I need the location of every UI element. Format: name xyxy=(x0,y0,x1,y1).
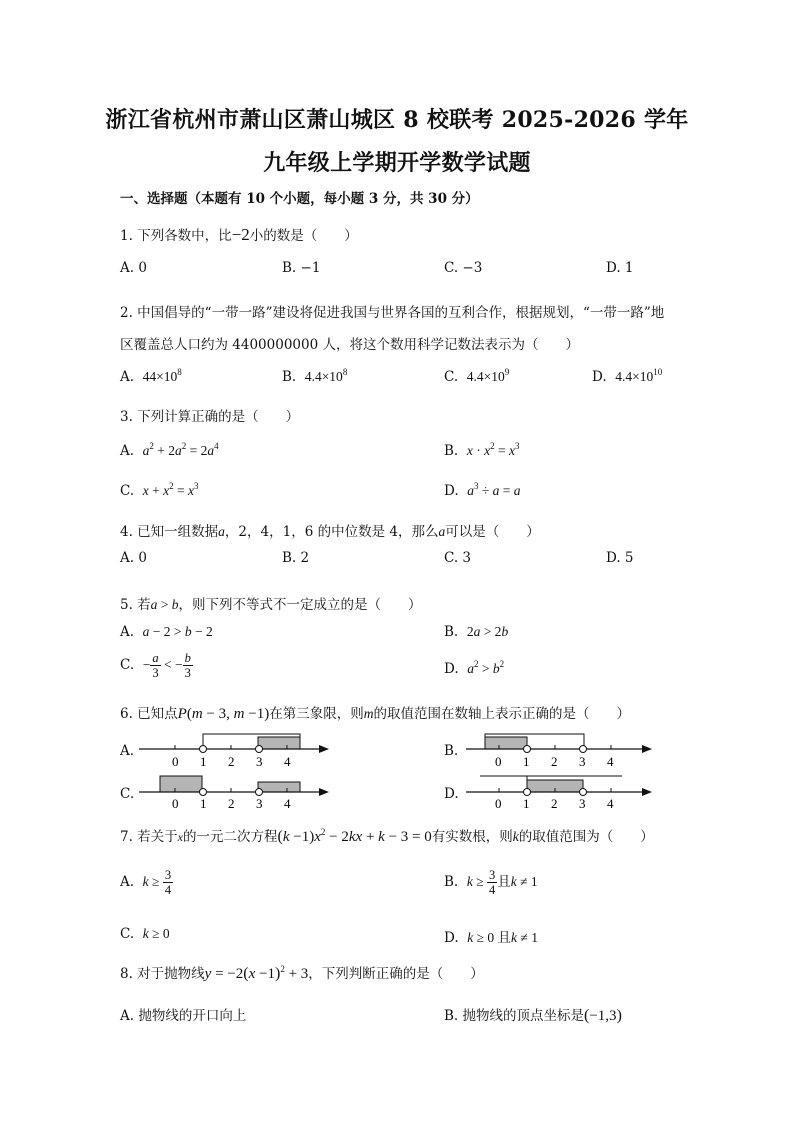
q1-option-d[interactable]: D. 1 xyxy=(606,260,634,276)
q3-option-b[interactable]: B. $x \cdot x^2 = x^3$ xyxy=(444,441,520,459)
open-dot xyxy=(200,789,207,796)
q4-option-a[interactable]: A. 0 xyxy=(120,550,147,566)
tick-label: 0 xyxy=(495,754,502,769)
arrow-head xyxy=(319,788,329,796)
q5-option-c[interactable]: C. − $\frac{a}{3}$ < − $\frac{b}{3}$ xyxy=(120,651,191,680)
q4-option-d[interactable]: D. 5 xyxy=(606,550,634,566)
q6-option-d-label[interactable]: D. xyxy=(444,786,459,802)
q8-option-b[interactable]: B. 抛物线的顶点坐标是(−1,3) xyxy=(444,1007,622,1024)
question-4: 4. 已知一组数据a，2，4，1，6 的中位数是 4，那么a可以是（ ） xyxy=(120,524,540,540)
question-3: 3. 下列计算正确的是（ ） xyxy=(120,409,300,425)
section-header: 一、选择题（本题有 10 个小题，每小题 3 分，共 30 分） xyxy=(120,191,479,207)
open-dot xyxy=(580,789,587,796)
tick-label: 1 xyxy=(523,796,530,811)
title-line-1: 浙江省杭州市萧山区萧山城区 8 校联考 2025-2026 学年 xyxy=(105,107,689,133)
question-8: 8. 对于抛物线$y = -2(x -1)^2 + 3$，下列判断正确的是（ ） xyxy=(120,964,484,982)
question-6: 6. 已知点P(m − 3, m −1)在第三象限，则m的取值范围在数轴上表示正确的是（ ） xyxy=(120,706,630,722)
q6-number-line-c[interactable] xyxy=(135,770,335,814)
shaded-region xyxy=(258,782,300,792)
q6-number-line-d[interactable] xyxy=(462,770,662,814)
arrow-head xyxy=(319,745,329,753)
tick-label: 1 xyxy=(523,754,530,769)
tick-label: 3 xyxy=(579,796,586,811)
q6-option-b-label[interactable]: B. xyxy=(444,743,459,759)
open-dot xyxy=(524,789,531,796)
tick-label: 3 xyxy=(579,754,586,769)
tick-label: 2 xyxy=(228,754,235,769)
tick-label: 1 xyxy=(200,796,207,811)
q1-option-a[interactable]: A. 0 xyxy=(120,260,147,276)
q6-number-line-a[interactable] xyxy=(135,728,335,772)
title-line-2: 九年级上学期开学数学试题 xyxy=(263,150,531,176)
tick-label: 0 xyxy=(495,796,502,811)
q7-option-b[interactable]: B. k ≥ $\frac{3}{4}$ 且k ≠ 1 xyxy=(444,868,538,897)
q4-option-c[interactable]: C. 3 xyxy=(444,550,472,566)
open-dot xyxy=(200,746,207,753)
q7-option-c[interactable]: C. k ≥ 0 xyxy=(120,926,170,942)
shaded-region xyxy=(160,776,202,792)
open-dot xyxy=(256,789,263,796)
question-1 xyxy=(120,224,358,245)
q1-stem-post: 小的数是（ ） xyxy=(249,228,358,244)
q7-option-a[interactable]: A. k ≥ $\frac{3}{4}$ xyxy=(120,868,172,897)
q2-option-b[interactable]: B. $4.4\times 10^8$ xyxy=(282,367,348,385)
q5-option-a[interactable]: A. a − 2 > b − 2 xyxy=(120,624,213,640)
tick-label: 1 xyxy=(200,754,207,769)
tick-label: 4 xyxy=(607,754,614,769)
q2-option-c[interactable]: C. $4.4\times 10^9$ xyxy=(444,367,510,385)
tick-label: 4 xyxy=(607,796,614,811)
q6-number-line-b[interactable] xyxy=(462,728,662,772)
tick-label: 3 xyxy=(256,754,263,769)
q6-option-a-label[interactable]: A. xyxy=(120,743,135,759)
q6-option-c-label[interactable]: C. xyxy=(120,786,135,802)
open-dot xyxy=(580,746,587,753)
q7-option-d[interactable]: D. k ≥ 0 且k ≠ 1 xyxy=(444,930,538,946)
tick-label: 0 xyxy=(172,796,179,811)
question-7: 7. 若关于x的一元二次方程$(k -1)x^2 - 2kx + k - 3 = 0$有实数根，则k的取值范围为（ ） xyxy=(120,827,654,845)
q1-option-b[interactable]: B. −1 xyxy=(282,260,321,276)
shaded-region xyxy=(258,737,300,749)
tick-label: 2 xyxy=(551,796,558,811)
arrow-head xyxy=(642,788,652,796)
q1-stem-pre: 1. 下列各数中，比 xyxy=(120,228,232,244)
q3-option-d[interactable]: D. $a^3 \div a = a$ xyxy=(444,481,521,499)
q1-option-c[interactable]: C. −3 xyxy=(444,260,483,276)
arrow-head xyxy=(642,745,652,753)
tick-label: 2 xyxy=(551,754,558,769)
q3-option-a[interactable]: A. $a^2 + 2a^2 = 2a^4$ xyxy=(120,441,219,459)
question-5: 5. 若a > b，则下列不等式不一定成立的是（ ） xyxy=(120,597,422,613)
tick-label: 4 xyxy=(284,754,291,769)
q5-option-b[interactable]: B. 2a > 2b xyxy=(444,624,509,640)
q3-option-c[interactable]: C. $x + x^2 = x^3$ xyxy=(120,481,199,499)
tick-label: 2 xyxy=(228,796,235,811)
question-2-line-1: 2. 中国倡导的“一带一路”建设将促进我国与世界各国的互利合作，根据规划，“一带一路”地 xyxy=(120,305,665,321)
open-dot xyxy=(524,746,531,753)
shaded-region xyxy=(485,737,527,749)
q8-option-a[interactable]: A. 抛物线的开口向上 xyxy=(120,1008,247,1024)
tick-label: 3 xyxy=(256,796,263,811)
tick-label: 4 xyxy=(284,796,291,811)
open-dot xyxy=(256,746,263,753)
tick-label: 0 xyxy=(172,754,179,769)
q5-option-d[interactable]: D. $a^2 > b^2$ xyxy=(444,659,505,677)
question-2-line-2: 区覆盖总人口约为 4400000000 人，将这个数用科学记数法表示为（ ） xyxy=(120,337,579,353)
q1-expression: −2 xyxy=(231,225,250,244)
q4-option-b[interactable]: B. 2 xyxy=(282,550,310,566)
q2-option-d[interactable]: D. $4.4\times 10^{10}$ xyxy=(592,367,663,385)
q2-option-a[interactable]: A. $44\times 10^8$ xyxy=(120,367,182,385)
